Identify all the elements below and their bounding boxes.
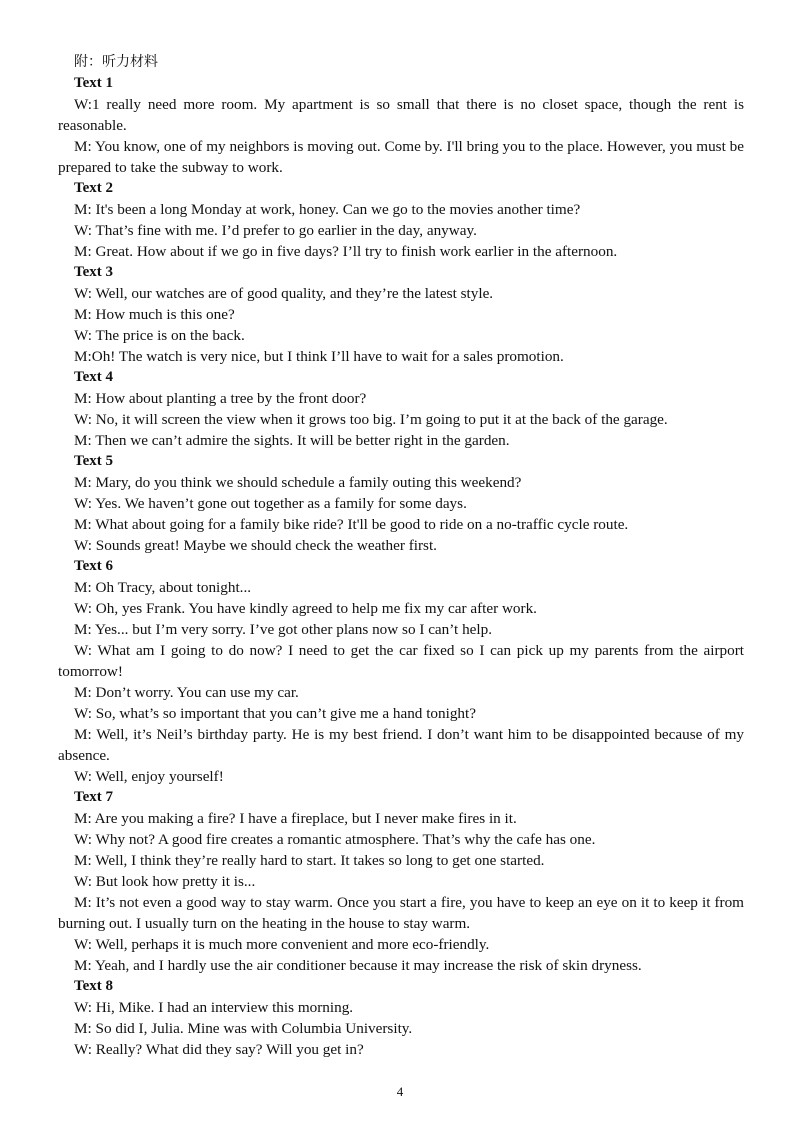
dialogue-line: W: Hi, Mike. I had an interview this morning. <box>74 999 354 1016</box>
dialogue-line: W: Well, our watches are of good quality, and they’re the latest style. <box>74 285 494 302</box>
dialogue-line: M: You know, one of my neighbors is moving out. Come by. I'll bring you to the place. However, you must be prepared to take the subway to work. <box>58 138 744 176</box>
dialogue-line: M: Then we can’t admire the sights. It will be better right in the garden. <box>74 432 510 449</box>
dialogue-line: M: Well, it’s Neil’s birthday party. He is my best friend. I don’t want him to be disappointed because of my absence. <box>58 726 744 764</box>
dialogue-line: W: Well, enjoy yourself! <box>74 768 224 785</box>
dialogue-line: M: Mary, do you think we should schedule a family outing this weekend? <box>74 474 522 491</box>
dialogue-line: M:Oh! The watch is very nice, but I think I’ll have to wait for a sales promotion. <box>74 348 564 365</box>
dialogue-line: W:1 really need more room. My apartment is so small that there is no closet space, though the rent is reasonable. <box>58 96 744 134</box>
dialogue-line: M: How about planting a tree by the front door? <box>74 390 367 407</box>
dialogue-line: M: Yes... but I’m very sorry. I’ve got other plans now so I can’t help. <box>74 621 493 638</box>
section-title: Text 8 <box>74 978 114 994</box>
dialogue-line: W: Really? What did they say? Will you get in? <box>74 1041 364 1058</box>
section-title: Text 5 <box>74 453 114 469</box>
dialogue-line: M: Yeah, and I hardly use the air conditioner because it may increase the risk of skin dryness. <box>74 957 642 974</box>
dialogue-line: W: Well, perhaps it is much more convenient and more eco-friendly. <box>74 936 490 953</box>
dialogue-line: M: Great. How about if we go in five days? I’ll try to finish work earlier in the afternoon. <box>74 243 618 260</box>
page-header: 附：听力材料 <box>74 54 158 70</box>
section-title: Text 3 <box>74 264 114 280</box>
section-title: Text 4 <box>74 369 114 385</box>
page-number: 4 <box>396 1084 404 1099</box>
dialogue-line: W: Sounds great! Maybe we should check the weather first. <box>74 537 437 554</box>
dialogue-line: M: What about going for a family bike ride? It'll be good to ride on a no-traffic cycle route. <box>74 516 629 533</box>
dialogue-line: M: Oh Tracy, about tonight... <box>74 579 252 596</box>
dialogue-line: W: Yes. We haven’t gone out together as a family for some days. <box>74 495 467 512</box>
section-title: Text 7 <box>74 789 114 805</box>
dialogue-line: W: But look how pretty it is... <box>74 873 256 890</box>
dialogue-line: M: It's been a long Monday at work, honey. Can we go to the movies another time? <box>74 201 581 218</box>
dialogue-line: M: Are you making a fire? I have a fireplace, but I never make fires in it. <box>74 810 517 827</box>
dialogue-line: W: So, what’s so important that you can’t give me a hand tonight? <box>74 705 476 722</box>
dialogue-line: W: That’s fine with me. I’d prefer to go earlier in the day, anyway. <box>74 222 477 239</box>
dialogue-line: M: How much is this one? <box>74 306 235 323</box>
dialogue-line: M: It’s not even a good way to stay warm. Once you start a fire, you have to keep an eye on it to keep it from burning out. I usually turn on the heating in the house to stay warm. <box>58 894 744 932</box>
dialogue-line: W: What am I going to do now? I need to get the car fixed so I can pick up my parents from the airport tomorrow! <box>58 642 744 680</box>
dialogue-line: M: So did I, Julia. Mine was with Columbia University. <box>74 1020 413 1037</box>
dialogue-line: M: Don’t worry. You can use my car. <box>74 684 299 701</box>
dialogue-line: W: Why not? A good fire creates a romantic atmosphere. That’s why the cafe has one. <box>74 831 596 848</box>
dialogue-line: W: Oh, yes Frank. You have kindly agreed to help me fix my car after work. <box>74 600 537 617</box>
dialogue-line: W: The price is on the back. <box>74 327 245 344</box>
section-title: Text 6 <box>74 558 114 574</box>
dialogue-line: W: No, it will screen the view when it grows too big. I’m going to put it at the back of the garage. <box>74 411 668 428</box>
section-title: Text 1 <box>74 75 114 91</box>
section-title: Text 2 <box>74 180 114 196</box>
transcript-body <box>58 73 744 1060</box>
dialogue-line: M: Well, I think they’re really hard to start. It takes so long to get one started. <box>74 852 545 869</box>
